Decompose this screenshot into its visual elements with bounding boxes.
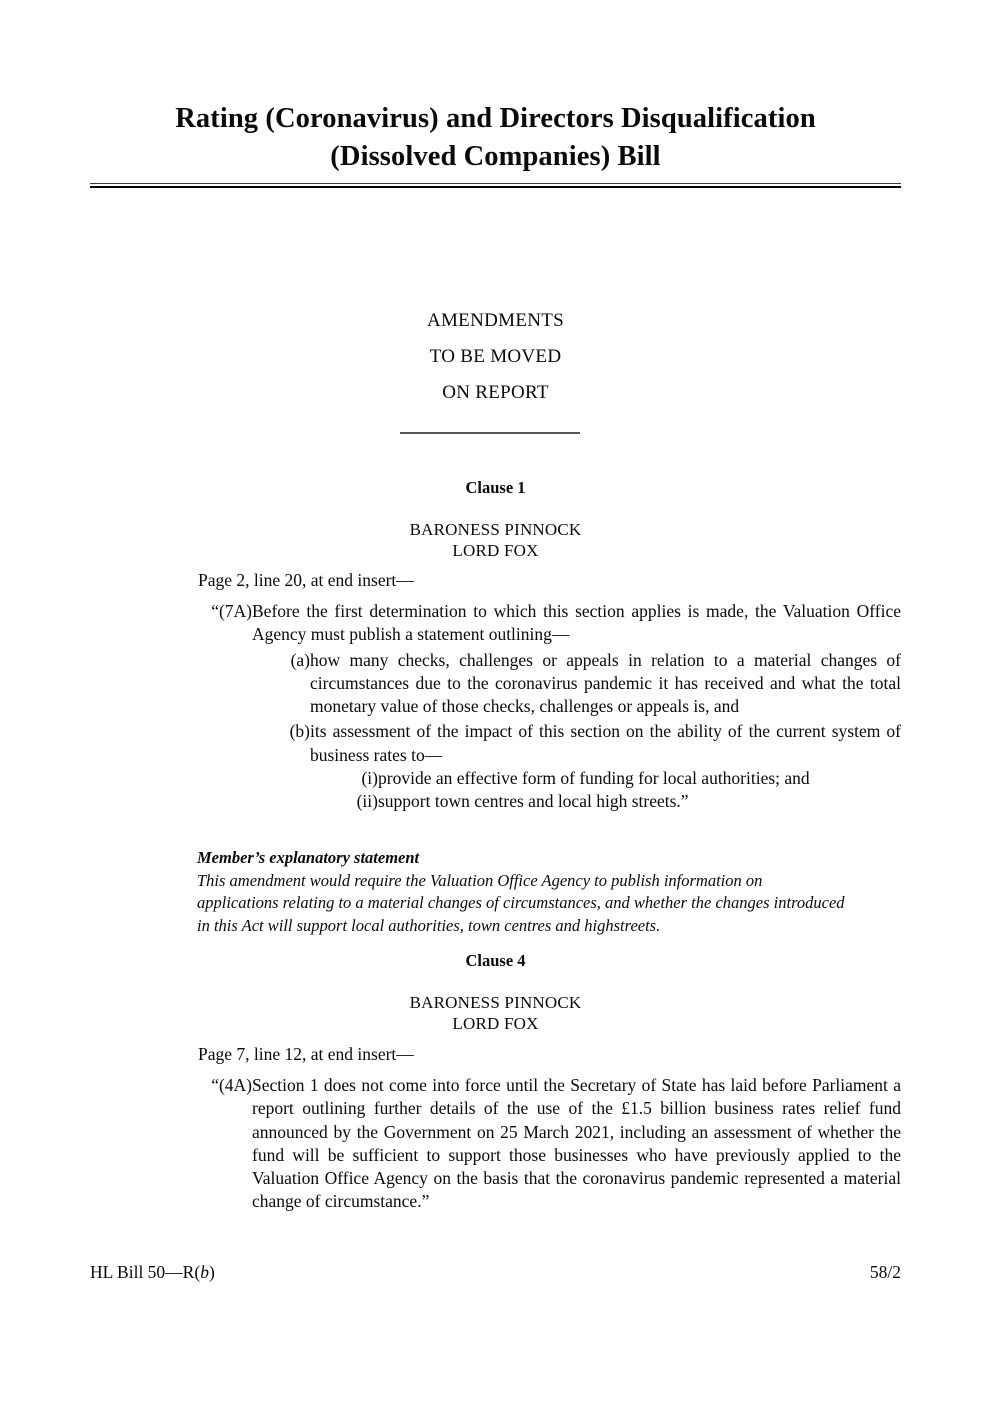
amendments-heading-line-1: AMENDMENTS	[426, 310, 565, 331]
clause-heading-4: Clause 4	[465, 951, 526, 970]
amendment-paragraph-4a	[197, 1074, 901, 1214]
explanatory-statement-body: This amendment would require the Valuation Office Agency to publish information on applications relating to a material changes of circumstances, and whether the changes introduced in this Act will support local authorities, town centres and highstreets.	[197, 870, 845, 935]
amendment-lead-in-4: Page 7, line 12, at end insert—	[198, 1044, 414, 1064]
amendments-heading	[90, 303, 901, 411]
amendment-item-i	[197, 767, 901, 790]
explanatory-statement-heading: Member’s explanatory statement	[197, 848, 420, 867]
amendment-paragraph-label: “(4A)	[211, 1075, 252, 1095]
amendment-lead-in-1: Page 2, line 20, at end insert—	[198, 570, 414, 590]
subparagraph-text: how many checks, challenges or appeals in relation to a material changes of circumstances due to the coronavirus pandemic it has received and what the total monetary value of those checks, challenges or appeals is, and	[310, 649, 901, 717]
bill-reference	[90, 1262, 215, 1283]
item-label: (i)	[361, 768, 378, 789]
amendment-paragraph-text: Before the first determination to which this section applies is made, the Valuation Office Agency must publish a statement outlining—	[252, 601, 901, 645]
amendment-paragraph-label: “(7A)	[211, 601, 252, 621]
amendment-paragraph-7a	[197, 600, 901, 647]
page-number: 58/2	[869, 1262, 901, 1282]
bill-reference-italic: b	[200, 1262, 209, 1282]
bill-reference-prefix: HL Bill 50—R(	[90, 1262, 201, 1282]
amendment-body-4	[197, 1074, 901, 1214]
document-title-line-1: Rating (Coronavirus) and Directors Disqualification	[175, 103, 816, 134]
title-rule-thick	[90, 186, 901, 188]
amendments-heading-line-3: ON REPORT	[442, 382, 549, 403]
amendment-subparagraph-a	[197, 649, 901, 719]
item-label: (ii)	[356, 791, 378, 812]
amendment-item-ii	[197, 790, 901, 813]
document-title-block	[90, 100, 901, 176]
amendment-subparagraph-b	[197, 720, 901, 767]
sponsor-name: LORD FOX	[452, 540, 539, 560]
clause-heading-1: Clause 1	[465, 478, 526, 497]
sponsor-list-1	[90, 520, 901, 561]
amendment-body-1	[197, 600, 901, 814]
item-text: support town centres and local high streets.”	[378, 791, 689, 812]
subparagraph-label: (b)	[289, 721, 310, 742]
title-double-rule	[90, 183, 901, 188]
document-title-line-2: (Dissolved Companies) Bill	[330, 140, 661, 172]
amendment-paragraph-text: Section 1 does not come into force until the Secretary of State has laid before Parliament a report outlining further details of the use of the £1.5 billion business rates relief fund announced by the Government on 25 March 2021, including an assessment of whether the fund will be sufficient to support those businesses who have previously applied to the Valuation Office Agency on the basis that the coronavirus pandemic represented a material change of circumstance.”	[252, 1075, 901, 1212]
subparagraph-text: its assessment of the impact of this section on the ability of the current system of business rates to—	[310, 721, 901, 765]
subparagraph-label: (a)	[290, 649, 310, 670]
section-divider-rule	[400, 432, 580, 434]
page-title	[90, 100, 901, 176]
sponsor-name: BARONESS PINNOCK	[409, 520, 582, 539]
sponsor-list-4	[90, 993, 901, 1034]
item-text: provide an effective form of funding for local authorities; and	[378, 768, 810, 789]
bill-reference-suffix: )	[208, 1262, 215, 1282]
sponsor-name: BARONESS PINNOCK	[409, 993, 582, 1012]
sponsor-name: LORD FOX	[452, 1013, 539, 1033]
explanatory-statement-1	[197, 847, 847, 937]
amendments-heading-line-2: TO BE MOVED	[429, 346, 562, 367]
page-footer	[90, 1262, 901, 1283]
